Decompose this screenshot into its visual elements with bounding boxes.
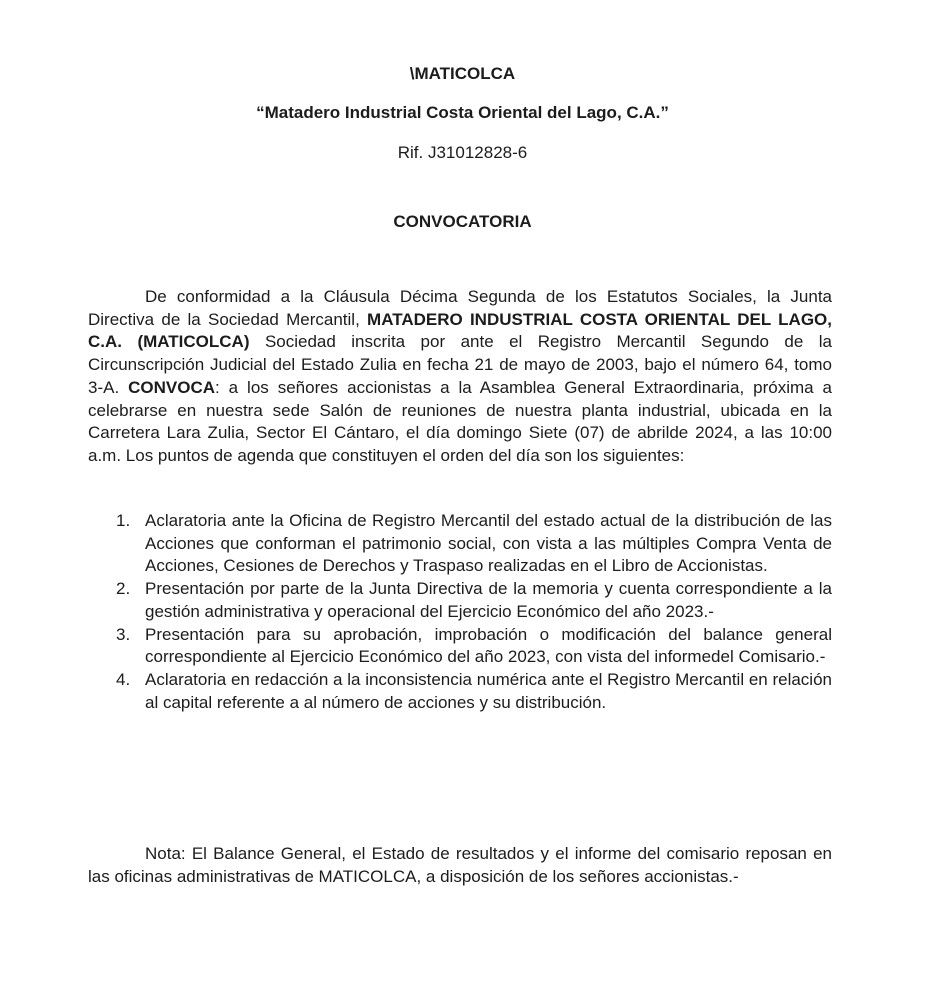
agenda-item-number: 1.: [116, 511, 131, 530]
company-legal-name: MATADERO INDUSTRIAL COSTA ORIENTAL DEL LAGO, C.A. (MATICOLCA): [88, 309, 832, 352]
paragraph-text-c: : a los señores accionistas a la Asamblea General Extraordinaria, próxima a celebrarse en nuestra sede Salón de reuniones de nuestra planta industrial, ubicada en la Carretera Lara Zulia, Sector El Cántaro, el día domingo Siete (07) de abrilde 2024, a las 10:00 a.m. Los puntos de agenda que constituyen el orden del día son los siguientes:: [88, 377, 832, 465]
agenda-item-number: 2.: [116, 579, 131, 599]
paragraph-text-a: De conformidad a la Cláusula Décima Segunda de los Estatutos Sociales, la Junta Directiva de la Sociedad Mercantil,: [88, 287, 832, 329]
paragraph-text-b: Sociedad inscrita por ante el Registro Mercantil Segundo de la Circunscripción Judicial del Estado Zulia en fecha 21 de mayo de 2003, bajo el número 64, tomo 3-A.: [88, 332, 833, 397]
convoca-keyword: CONVOCA: [128, 377, 216, 397]
agenda-item: [88, 578, 832, 623]
agenda-item: [88, 669, 832, 714]
agenda-item-text: Aclaratoria ante la Oficina de Registro Mercantil del estado actual de la distribución de las Acciones que conforman el patrimonio social, con vista a las múltiples Compra Venta de Acciones, Cesiones de Derechos y Traspaso realizadas en el Libro de Accionistas.: [145, 511, 832, 576]
agenda-item: [88, 624, 832, 669]
convocatoria-heading: CONVOCATORIA: [393, 212, 532, 231]
rif-number: Rif. J31012828-6: [397, 143, 528, 162]
agenda-item-number: 4.: [116, 669, 131, 689]
agenda-item-text: Presentación para su aprobación, improbación o modificación del balance general correspondiente al Ejercicio Económico del año 2023, con vista del informedel Comisario.-: [145, 624, 832, 667]
agenda-item-text: Presentación por parte de la Junta Directiva de la memoria y cuenta correspondiente a la gestión administrativa y operacional del Ejercicio Económico del año 2023.-: [145, 579, 832, 621]
agenda-item-number: 3.: [116, 624, 131, 644]
agenda-item: [88, 510, 832, 578]
note-paragraph: [88, 843, 832, 888]
main-paragraph: [88, 286, 832, 468]
company-name: “Matadero Industrial Costa Oriental del Lago, C.A.”: [256, 103, 669, 122]
agenda-list: [88, 510, 832, 714]
document-title: \MATICOLCA: [409, 64, 516, 83]
note-text: Nota: El Balance General, el Estado de resultados y el informe del comisario reposan en las oficinas administrativas de MATICOLCA, a disposición de los señores accionistas.-: [88, 844, 832, 886]
agenda-item-text: Aclaratoria en redacción a la inconsistencia numérica ante el Registro Mercantil en relación al capital referente a al número de acciones y su distribución.: [145, 669, 832, 712]
